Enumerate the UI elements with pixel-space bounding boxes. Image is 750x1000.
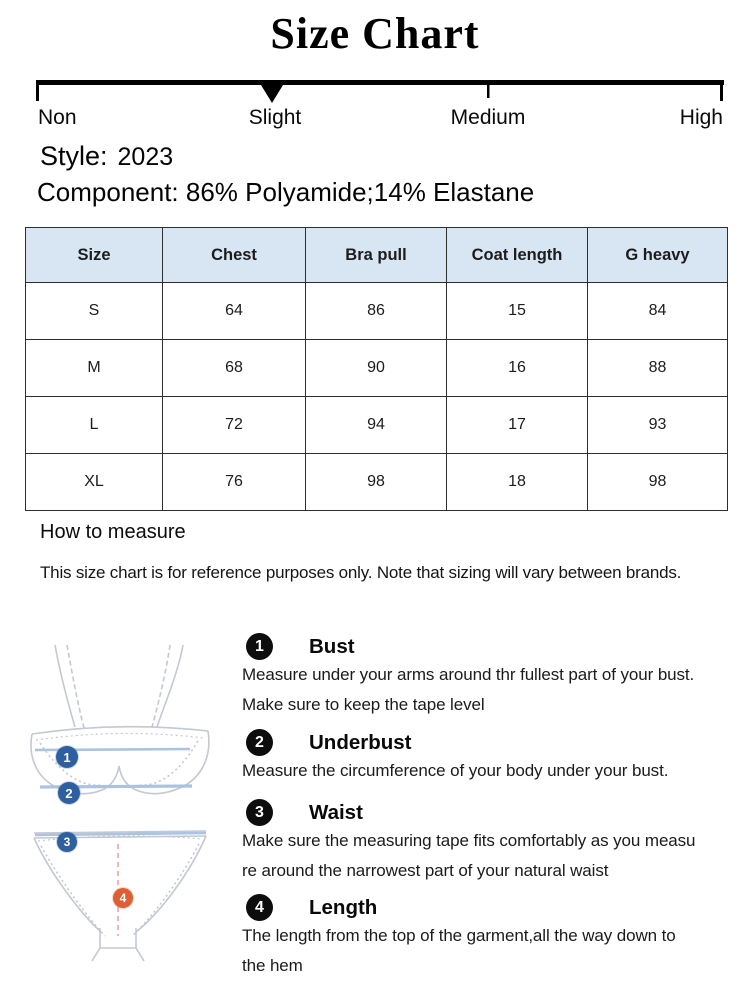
scale-tick-left (36, 80, 39, 101)
measure-step-underbust (242, 729, 744, 786)
scale-pointer-icon (261, 85, 283, 103)
style-line (40, 141, 173, 172)
step-text: Make sure to keep the tape level (242, 695, 485, 714)
table-cell: M (26, 340, 163, 397)
length-marker-icon: 4 (113, 888, 133, 908)
table-cell: 16 (447, 340, 588, 397)
table-cell: 68 (163, 340, 306, 397)
fit-scale (0, 0, 750, 135)
column-header-chest: Chest (163, 228, 306, 283)
scale-label-high: High (679, 106, 723, 129)
size-table (25, 227, 728, 511)
bra-illustration (31, 645, 209, 794)
table-cell: 15 (447, 283, 588, 340)
column-header-coat-length: Coat length (447, 228, 588, 283)
scale-tick-medium (487, 80, 490, 98)
reference-note: This size chart is for reference purposes only. Note that sizing will vary between brands. (40, 563, 682, 582)
table-cell: XL (26, 454, 163, 511)
waist-marker-icon: 3 (57, 832, 77, 852)
bust-marker-icon: 1 (56, 746, 78, 768)
step-text: the hem (242, 956, 303, 975)
step-text: The length from the top of the garment,all the way down to (242, 926, 676, 945)
table-row-m (26, 340, 728, 397)
component-label: Component: (37, 177, 179, 207)
component-value: 86% Polyamide;14% Elastane (185, 177, 535, 207)
scale-label-non: Non (38, 106, 77, 129)
measure-step-length (242, 894, 744, 981)
step-title: Underbust (309, 730, 412, 754)
table-cell: S (26, 283, 163, 340)
style-label: Style: (40, 141, 108, 171)
table-cell: L (26, 397, 163, 454)
step-text: Measure under your arms around thr fullest part of your bust. (242, 665, 695, 684)
table-row-s (26, 283, 728, 340)
table-cell: 84 (588, 283, 728, 340)
table-cell: 86 (306, 283, 447, 340)
table-row-xl (26, 454, 728, 511)
measure-step-waist (242, 799, 744, 886)
column-header-g-heavy: G heavy (588, 228, 728, 283)
scale-label-medium: Medium (450, 106, 526, 129)
garment-illustration (20, 628, 220, 978)
table-cell: 18 (447, 454, 588, 511)
step-title: Waist (309, 800, 363, 824)
component-line (37, 177, 534, 208)
scale-tick-right (720, 80, 723, 101)
step-number-badge: 2 (246, 729, 273, 756)
underbust-marker-icon: 2 (58, 782, 80, 804)
step-text: re around the narrowest part of your natural waist (242, 861, 609, 880)
table-cell: 76 (163, 454, 306, 511)
step-title: Bust (309, 634, 355, 658)
column-header-size: Size (26, 228, 163, 283)
table-cell: 98 (588, 454, 728, 511)
column-header-bra-pull: Bra pull (306, 228, 447, 283)
step-title: Length (309, 895, 378, 919)
table-cell: 64 (163, 283, 306, 340)
table-cell: 88 (588, 340, 728, 397)
step-text: Make sure the measuring tape fits comfortably as you measu (242, 831, 696, 850)
table-cell: 93 (588, 397, 728, 454)
step-number-badge: 3 (246, 799, 273, 826)
step-text: Measure the circumference of your body under your bust. (242, 761, 669, 780)
step-number-badge: 4 (246, 894, 273, 921)
how-to-measure-heading: How to measure (40, 521, 186, 543)
table-cell: 98 (306, 454, 447, 511)
table-cell: 94 (306, 397, 447, 454)
table-row-l (26, 397, 728, 454)
table-cell: 72 (163, 397, 306, 454)
table-cell: 90 (306, 340, 447, 397)
step-number-badge: 1 (246, 633, 273, 660)
page-title: Size Chart (270, 9, 480, 58)
style-value: 2023 (117, 143, 174, 171)
table-header-row (26, 228, 728, 283)
scale-label-slight: Slight (248, 106, 302, 129)
measure-step-bust (242, 633, 744, 720)
scale-bar (36, 80, 724, 85)
table-cell: 17 (447, 397, 588, 454)
